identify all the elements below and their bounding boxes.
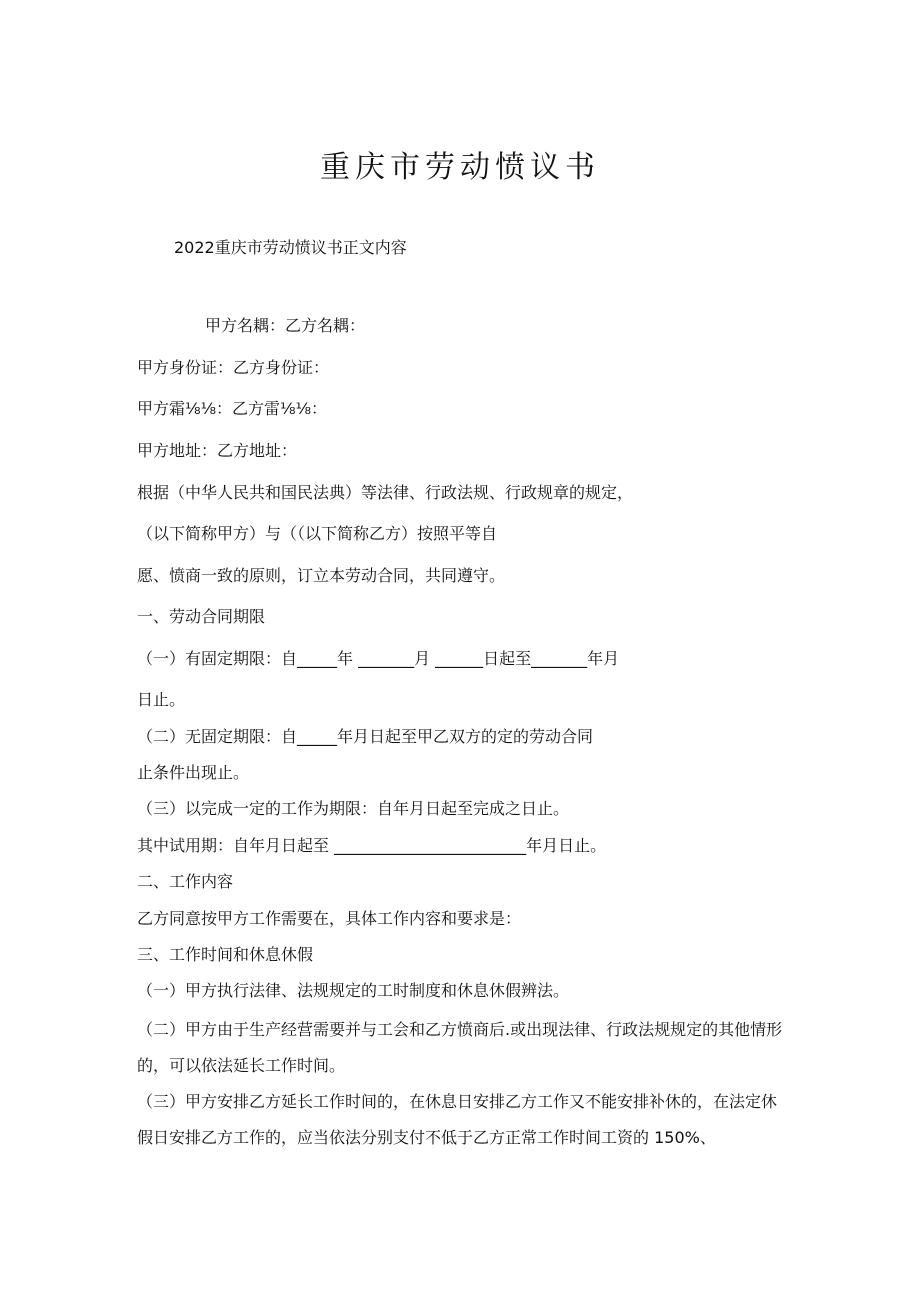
section-heading-term: 一、劳动合同期限 [137, 607, 266, 626]
addresses-line: 甲方地址：乙方地址： [137, 441, 298, 460]
term-open-line: （二）无固定期限：自_____年月日起至甲乙双方的定的劳动合同 [137, 727, 594, 746]
term-fixed-end-line: 日止。 [137, 690, 186, 709]
hours-paragraph-3: （三）甲方安排乙方延长工作时间的，在休息日安排乙方工作又不能安排补休的，在法定休假日安排乙方工作的，应当依法分别支付不低于乙方正常工作时间工资的 150%、 [137, 1092, 778, 1147]
basis-line-2: （以下简称甲方）与（（以下简称乙方）按照平等自 [137, 524, 498, 543]
section-heading-work: 二、工作内容 [137, 872, 234, 891]
basis-line-1: 根据（中华人民共和国民法典）等法律、行政法规、行政规章的规定， [137, 483, 634, 502]
phones-line: 甲方霜⅛⅛：乙方雷⅛⅛： [137, 399, 328, 418]
work-content-line: 乙方同意按甲方工作需要在，具体工作内容和要求是： [137, 909, 522, 928]
party-names-line: 甲方名耦：乙方名耦： [205, 316, 366, 335]
document-subtitle: 2022重庆市劳动愤议书正文内容 [174, 238, 407, 257]
term-open-end-line: 止条件出现止。 [137, 763, 250, 782]
probation-line: 其中试用期：自年月日起至 ________________________年月日止。 [137, 836, 607, 855]
term-task-line: （三）以完成一定的工作为期限：自年月日起至完成之日止。 [137, 799, 570, 818]
id-numbers-line: 甲方身份证：乙方身份证： [137, 358, 330, 377]
section-heading-hours: 三、工作时间和休息休假 [137, 945, 314, 964]
document-title: 重庆市劳动愤议书 [320, 150, 600, 185]
hours-paragraph-2: （二）甲方由于生产经营需要并与工会和乙方愤商后.或出现法律、行政法规规定的其他情形的，可以依法延长工作时间。 [137, 1020, 783, 1075]
basis-line-3: 愿、愤商一致的原则，订立本劳动合同，共同遵守。 [137, 566, 506, 585]
hours-line-1: （一）甲方执行法律、法规规定的工时制度和休息休假辨法。 [137, 981, 570, 1000]
term-fixed-line: （一）有固定期限：自_____年 _______月 ______日起至_______年月 [137, 649, 620, 668]
